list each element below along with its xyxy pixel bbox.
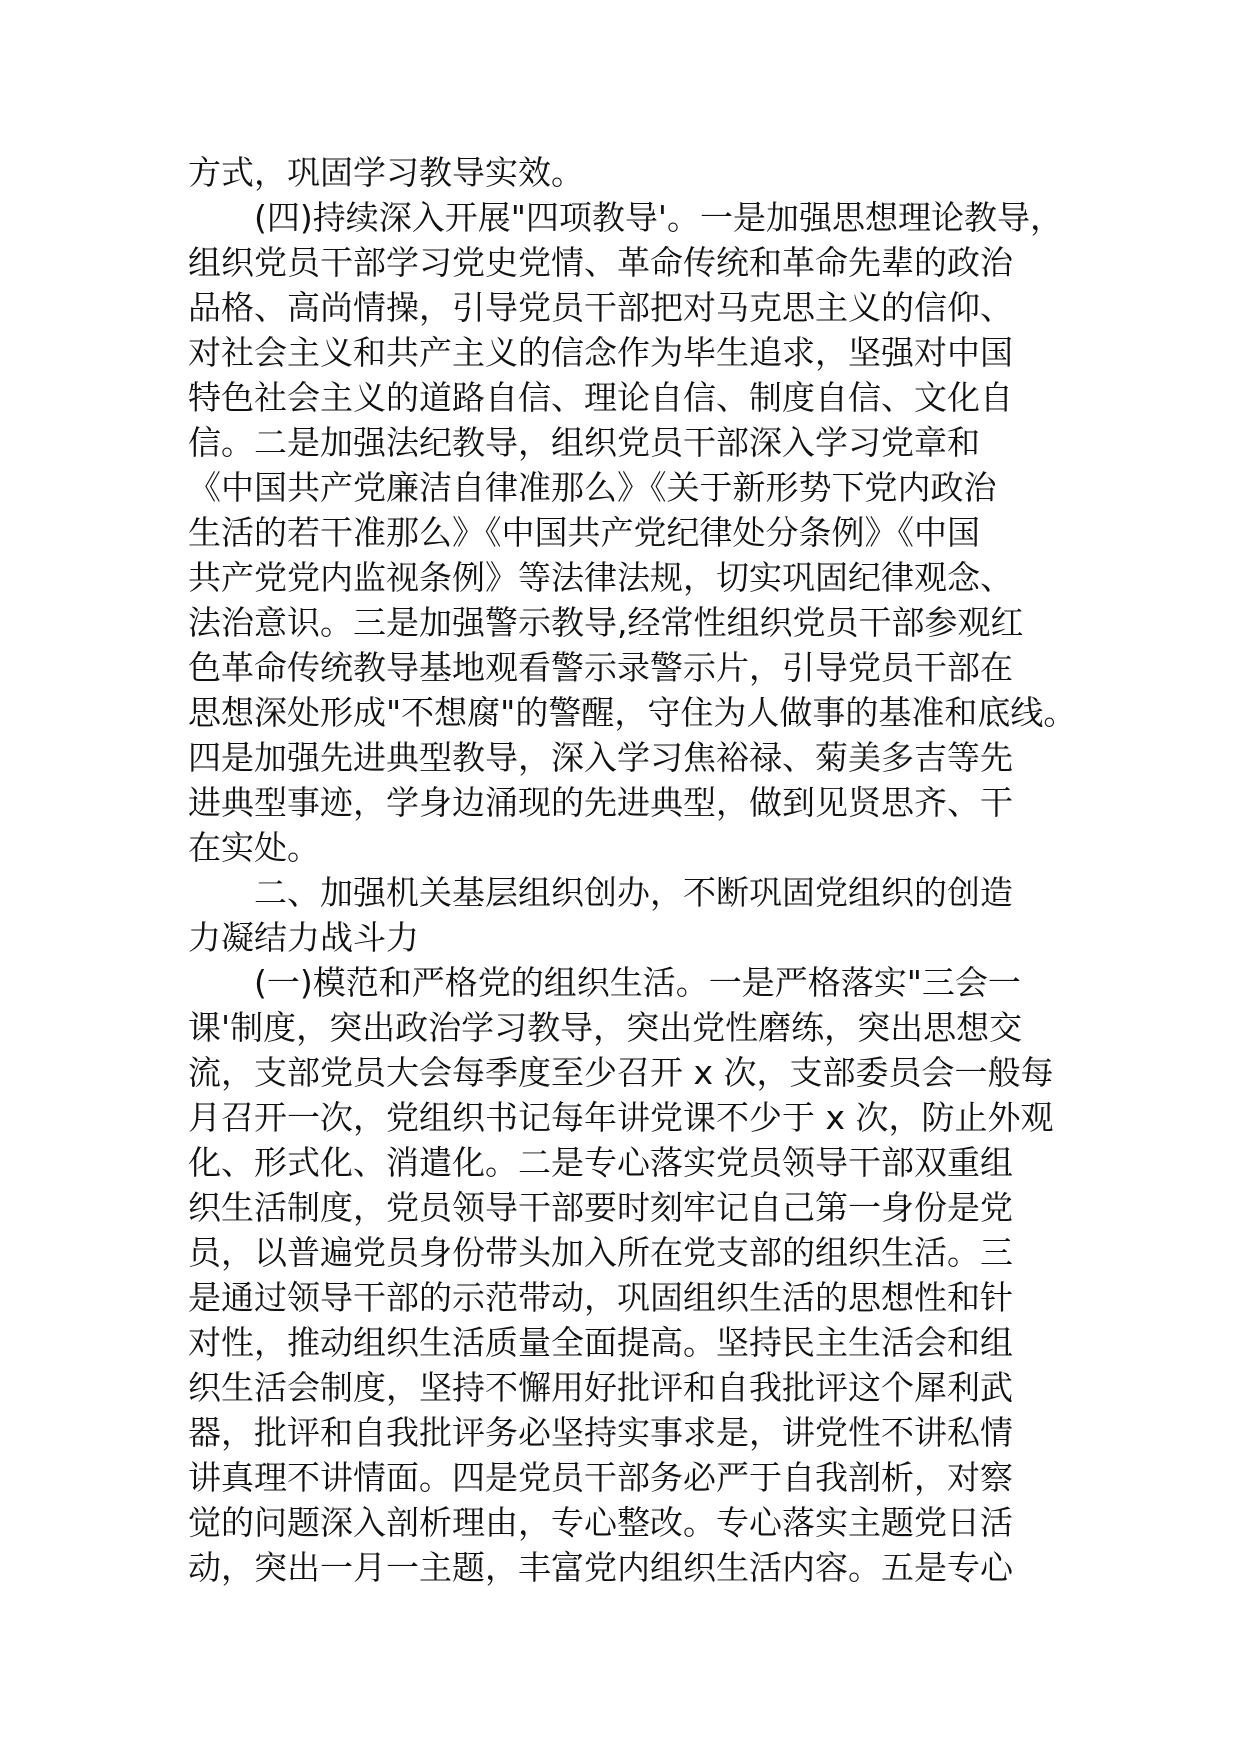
text-line: 组织党员干部学习党史党情、革命传统和革命先辈的政治 [188,243,1013,282]
text-line: 特色社会主义的道路自信、理论自信、制度自信、文化自 [188,378,1013,417]
text-line: (四)持续深入开展"四项教导'。一是加强思想理论教导， [188,198,1063,237]
section-heading-line: 力凝结力战斗力 [188,918,419,957]
text-line: 织生活会制度，坚持不懈用好批评和自我批评这个犀利武 [188,1368,1013,1407]
text-line: 思想深处形成"不想腐"的警醒，守住为人做事的基准和底线。 [188,693,1077,732]
text-line: 讲真理不讲情面。四是党员干部务必严于自我剖析，对察 [188,1458,1013,1497]
text-line: 流，支部党员大会每季度至少召开 x 次，支部委员会一般每 [188,1053,1054,1092]
text-line: 信。二是加强法纪教导，组织党员干部深入学习党章和 [188,423,980,462]
document-body [188,150,1077,1590]
text-line: 《中国共产党廉洁自律准那么》《关于新形势下党内政治 [188,468,997,507]
text-line: 共产党党内监视条例》等法律法规，切实巩固纪律观念、 [188,558,1013,597]
text-line: 是通过领导干部的示范带动，巩固组织生活的思想性和针 [188,1278,1013,1317]
text-line: 进典型事迹，学身边涌现的先进典型，做到见贤思齐、干 [188,783,1013,822]
text-line: 四是加强先进典型教导，深入学习焦裕禄、菊美多吉等先 [188,738,1013,777]
text-line: 器，批评和自我批评务必坚持实事求是，讲党性不讲私情 [188,1413,1013,1452]
text-line: 在实处。 [188,828,320,867]
text-line: 色革命传统教导基地观看警示录警示片，引导党员干部在 [188,648,1013,687]
text-line: 品格、高尚情操，引导党员干部把对马克思主义的信仰、 [188,288,1013,327]
text-line: (一)模范和严格党的组织生活。一是严格落实"三会一 [188,963,1021,1002]
text-line: 课'制度，突出政治学习教导，突出党性磨练，突出思想交 [188,1008,1023,1047]
text-line: 方式，巩固学习教导实效。 [188,153,584,192]
text-line: 动，突出一月一主题，丰富党内组织生活内容。五是专心 [188,1548,1013,1587]
text-line: 对社会主义和共产主义的信念作为毕生追求，坚强对中国 [188,333,1013,372]
text-line: 化、形式化、消遣化。二是专心落实党员领导干部双重组 [188,1143,1013,1182]
text-line: 织生活制度，党员领导干部要时刻牢记自己第一身份是党 [188,1188,1013,1227]
text-line: 员，以普遍党员身份带头加入所在党支部的组织生活。三 [188,1233,1013,1272]
text-line: 觉的问题深入剖析理由，专心整改。专心落实主题党日活 [188,1503,1013,1542]
text-line: 法治意识。三是加强警示教导,经常性组织党员干部参观红 [188,603,1024,642]
section-heading-line: 二、加强机关基层组织创办，不断巩固党组织的创造 [188,873,1013,912]
text-line: 月召开一次，党组织书记每年讲党课不少于 x 次，防止外观 [188,1098,1054,1137]
text-line: 对性，推动组织生活质量全面提高。坚持民主生活会和组 [188,1323,1013,1362]
text-line: 生活的若干准那么》《中国共产党纪律处分条例》《中国 [188,513,980,552]
